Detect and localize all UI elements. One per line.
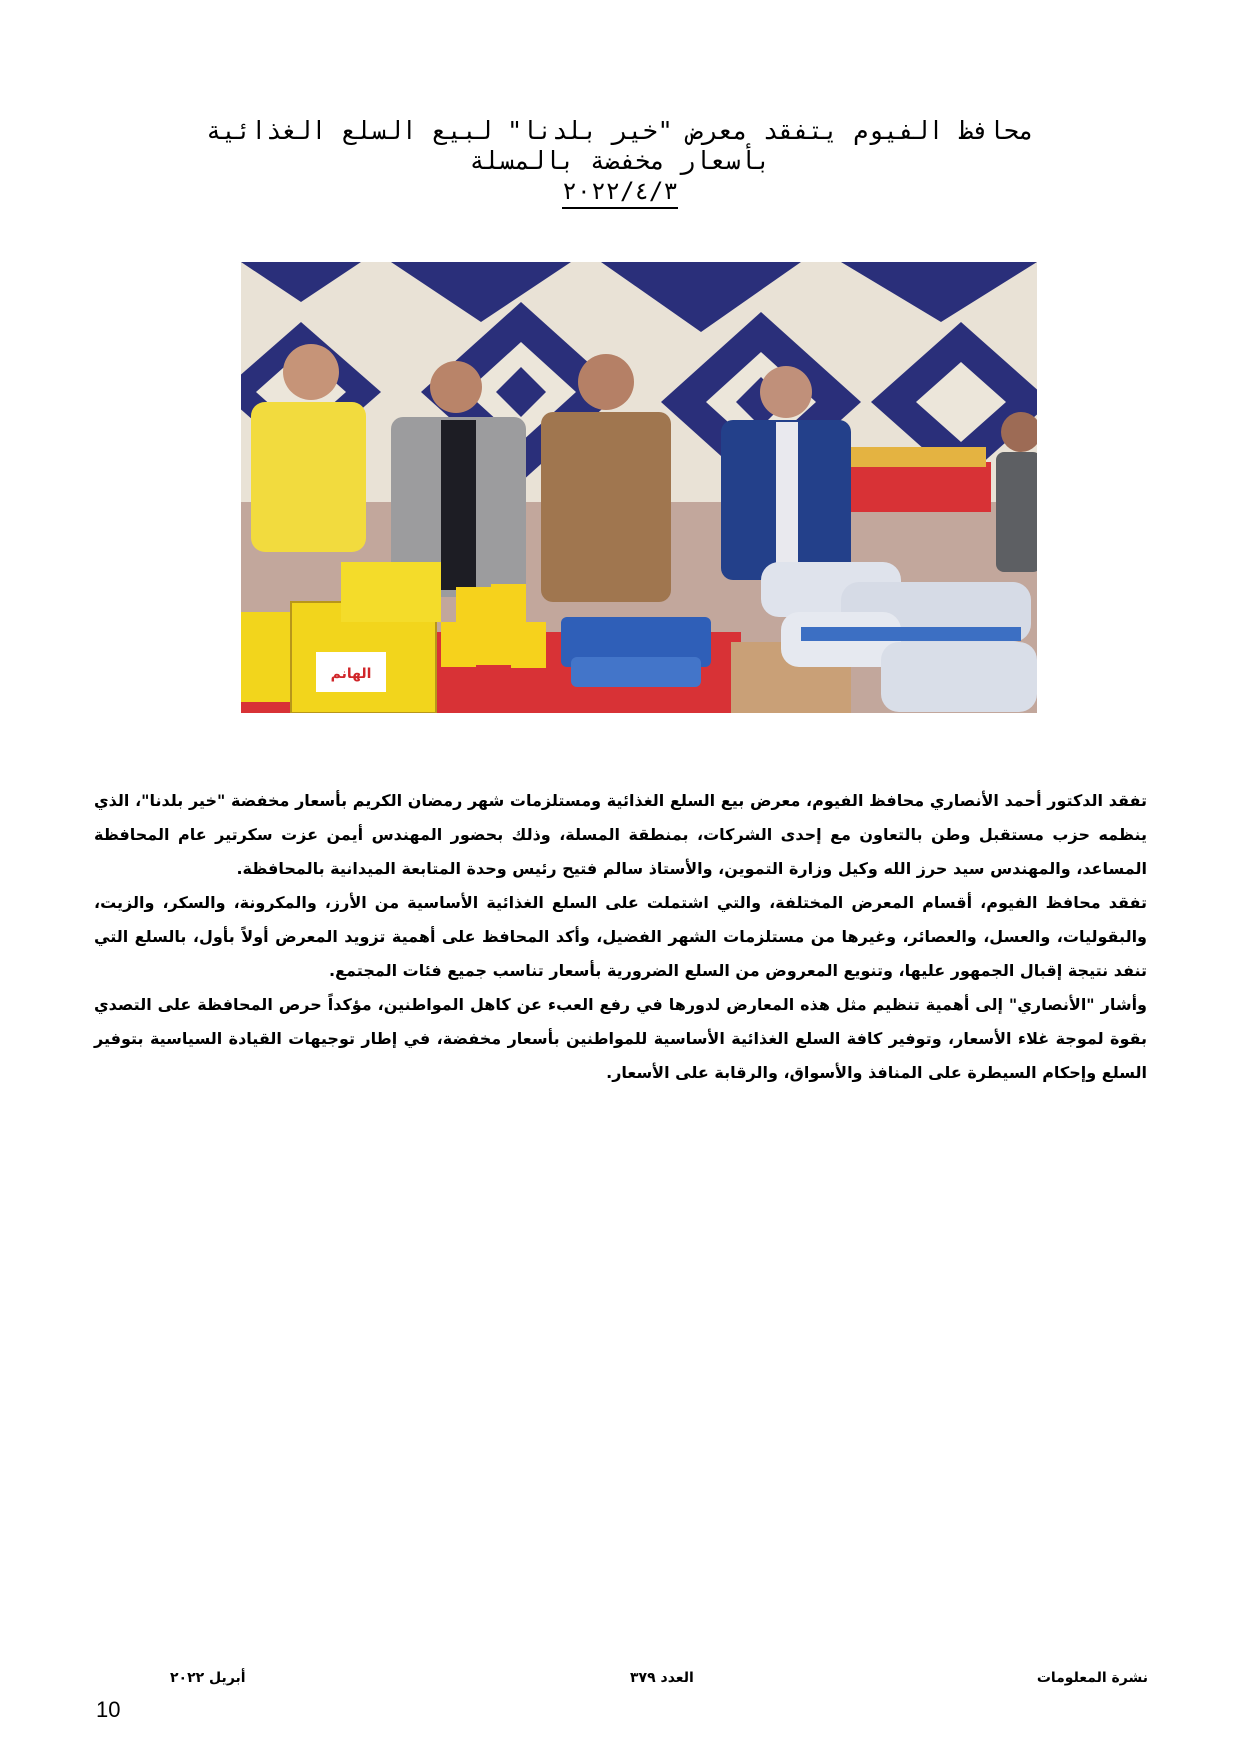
event-photo xyxy=(241,262,1037,713)
blue-packs-row-2 xyxy=(571,657,701,687)
rice-sack-4 xyxy=(881,642,1037,712)
small-tin-4 xyxy=(456,587,491,627)
man-yellow-head xyxy=(283,344,339,400)
man-tan-jacket xyxy=(541,412,671,602)
article-heading xyxy=(120,116,1120,209)
man-grey-head xyxy=(430,361,482,413)
man-blue-head xyxy=(760,366,812,418)
man-yellow-shirt xyxy=(251,402,366,552)
man-right-shirt xyxy=(996,452,1037,572)
page-number: 10 xyxy=(96,1697,121,1722)
small-tin-3 xyxy=(511,622,546,668)
article-paragraph-1: تفقد الدكتور أحمد الأنصاري محافظ الفيوم، معرض بيع السلع الغذائية ومستلزمات شهر رمضان الكريم بأسعار مخفضة "خير بلدنا"، الذي ينظمه حزب مستقبل وطن بالتعاون مع إحدى الشركات، بمنطقة المسلة، وذلك بحضور المهندس أيمن عزت سكرتير عام المحافظة المساعد، والمهندس سيد حرز الله وكيل وزارة التموين، والأستاذ سالم فتيح رئيس وحدة المتابعة الميدانية بالمحافظة. xyxy=(94,791,1147,878)
back-display-table xyxy=(841,462,991,512)
rice-sack-band xyxy=(801,627,1021,641)
large-tin-back xyxy=(341,562,441,622)
footer-date: أبريل ٢٠٢٢ xyxy=(170,1670,246,1686)
man-grey-shirt xyxy=(441,420,476,590)
tin-label-text: الهانم xyxy=(330,666,372,682)
article-title-line-2: بأسعار مخفضة بالمسلة xyxy=(469,146,771,175)
footer-publication: نشرة المعلومات xyxy=(1036,1670,1148,1686)
article-title-line-1: محافظ الفيوم يتفقد معرض "خير بلدنا" لبيع السلع الغذائية xyxy=(206,116,1034,145)
small-tin-1 xyxy=(441,622,476,667)
article-body xyxy=(94,784,1147,1090)
small-tin-5 xyxy=(491,584,526,624)
man-tan-head xyxy=(578,354,634,410)
article-paragraph-3: وأشار "الأنصاري" إلى أهمية تنظيم مثل هذه المعارض لدورها في رفع العبء عن كاهل المواطنين، مؤكداً حرص المحافظة على التصدي بقوة لموجة غلاء الأسعار، وتوفير كافة السلع الغذائية الأساسية للمواطنين بأسعار مخفضة، في إطار توجيهات القيادة السياسية بتوفير السلع وإحكام السيطرة على المنافذ والأسواق، والرقابة على الأسعار. xyxy=(94,995,1147,1082)
back-display-goods xyxy=(846,447,986,467)
article-paragraph-2: تفقد محافظ الفيوم، أقسام المعرض المختلفة، والتي اشتملت على السلع الغذائية الأساسية من الأرز، والمكرونة، والسكر، والزيت، والبقوليات، والعسل، والعصائر، وغيرها من مستلزمات الشهر الفضيل، وأكد المحافظ على أهمية تزويد المعرض أولاً بأول، بالسلع التي تنفد نتيجة إقبال الجمهور عليها، وتنويع المعروض من السلع الضرورية بأسعار تناسب جميع فئات المجتمع. xyxy=(94,893,1147,980)
man-blue-shirt xyxy=(776,422,798,572)
footer-issue: العدد ٣٧٩ xyxy=(630,1670,694,1686)
article-date: ٢٠٢٢/٤/٣ xyxy=(562,176,678,209)
